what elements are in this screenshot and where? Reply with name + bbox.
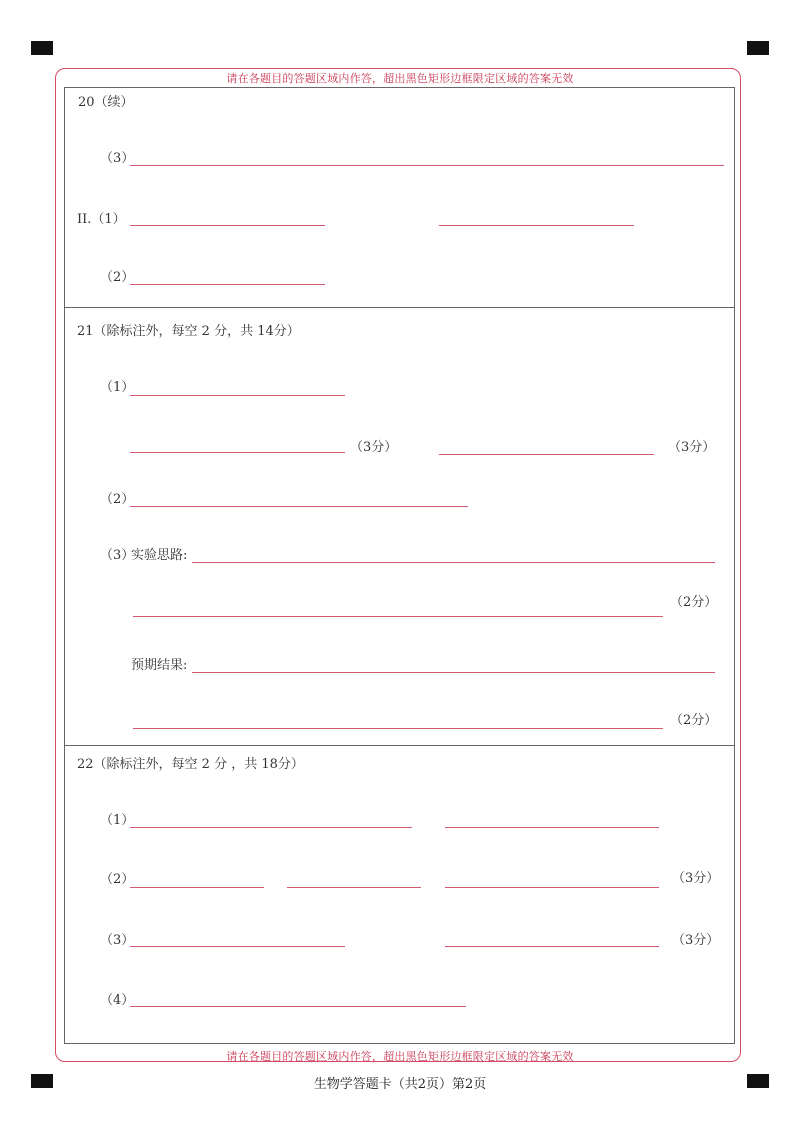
q22-part3-label: （3） (100, 933, 135, 948)
q21-idea-answer-line-b[interactable] (133, 616, 663, 617)
q20-title: 20（续） (78, 95, 134, 110)
q21-result-label: 预期结果: (131, 658, 188, 673)
section-divider-21 (64, 307, 735, 308)
q21-score-b: （3分） (668, 440, 716, 455)
q20-partII-1-answer-line-b[interactable] (439, 225, 634, 226)
q22-part2-answer-line-a[interactable] (130, 887, 264, 888)
q22-part2-answer-line-b[interactable] (287, 887, 421, 888)
page-footer: 生物学答题卡（共2页）第2页 (313, 1077, 487, 1092)
q22-part2-answer-line-c[interactable] (445, 887, 659, 888)
q22-part4-answer-line[interactable] (130, 1006, 466, 1007)
q22-part3-answer-line-b[interactable] (445, 946, 659, 947)
alignment-mark-top-left (31, 41, 53, 55)
q22-part1-answer-line-b[interactable] (445, 827, 659, 828)
q22-title: 22（除标注外，每空 2 分 ，共 18分） (77, 757, 304, 772)
q22-part1-answer-line-a[interactable] (130, 827, 412, 828)
q22-part2-label: （2） (100, 872, 135, 887)
q21-part1-answer-line-c[interactable] (439, 454, 654, 455)
footer-notice: 请在各题目的答题区域内作答，超出黑色矩形边框限定区域的答案无效 (226, 1050, 574, 1063)
q21-score-c: （2分） (670, 595, 718, 610)
section-divider-22 (64, 745, 735, 746)
q21-result-answer-line-a[interactable] (192, 672, 715, 673)
q21-score-d: （2分） (670, 713, 718, 728)
q21-score-a: （3分） (350, 440, 398, 455)
q21-part1-answer-line-a[interactable] (130, 395, 345, 396)
header-notice: 请在各题目的答题区域内作答，超出黑色矩形边框限定区域的答案无效 (226, 72, 574, 85)
q20-partII-2-answer-line[interactable] (130, 284, 325, 285)
q20-partII-1-label: II.（1） (77, 212, 126, 227)
answer-box (64, 87, 735, 1044)
q20-partII-1-answer-line-a[interactable] (130, 225, 325, 226)
q21-idea-answer-line-a[interactable] (192, 562, 715, 563)
q22-score-a: （3分） (672, 871, 720, 886)
q21-part3-label: （3） (100, 548, 135, 563)
q20-part3-answer-line[interactable] (130, 165, 724, 166)
q21-part2-answer-line[interactable] (130, 506, 468, 507)
q22-part3-answer-line-a[interactable] (130, 946, 345, 947)
q22-score-b: （3分） (672, 933, 720, 948)
q21-part1-label: （1） (100, 380, 135, 395)
q21-result-answer-line-b[interactable] (133, 728, 663, 729)
q20-part3-label: （3） (100, 151, 135, 166)
q22-part4-label: （4） (100, 993, 135, 1008)
q21-part1-answer-line-b[interactable] (130, 452, 345, 453)
alignment-mark-top-right (747, 41, 769, 55)
q20-partII-2-label: （2） (100, 270, 135, 285)
q21-title: 21（除标注外，每空 2 分，共 14分） (77, 324, 300, 339)
q21-part2-label: （2） (100, 492, 135, 507)
q21-idea-label: 实验思路: (131, 548, 188, 563)
q22-part1-label: （1） (100, 813, 135, 828)
